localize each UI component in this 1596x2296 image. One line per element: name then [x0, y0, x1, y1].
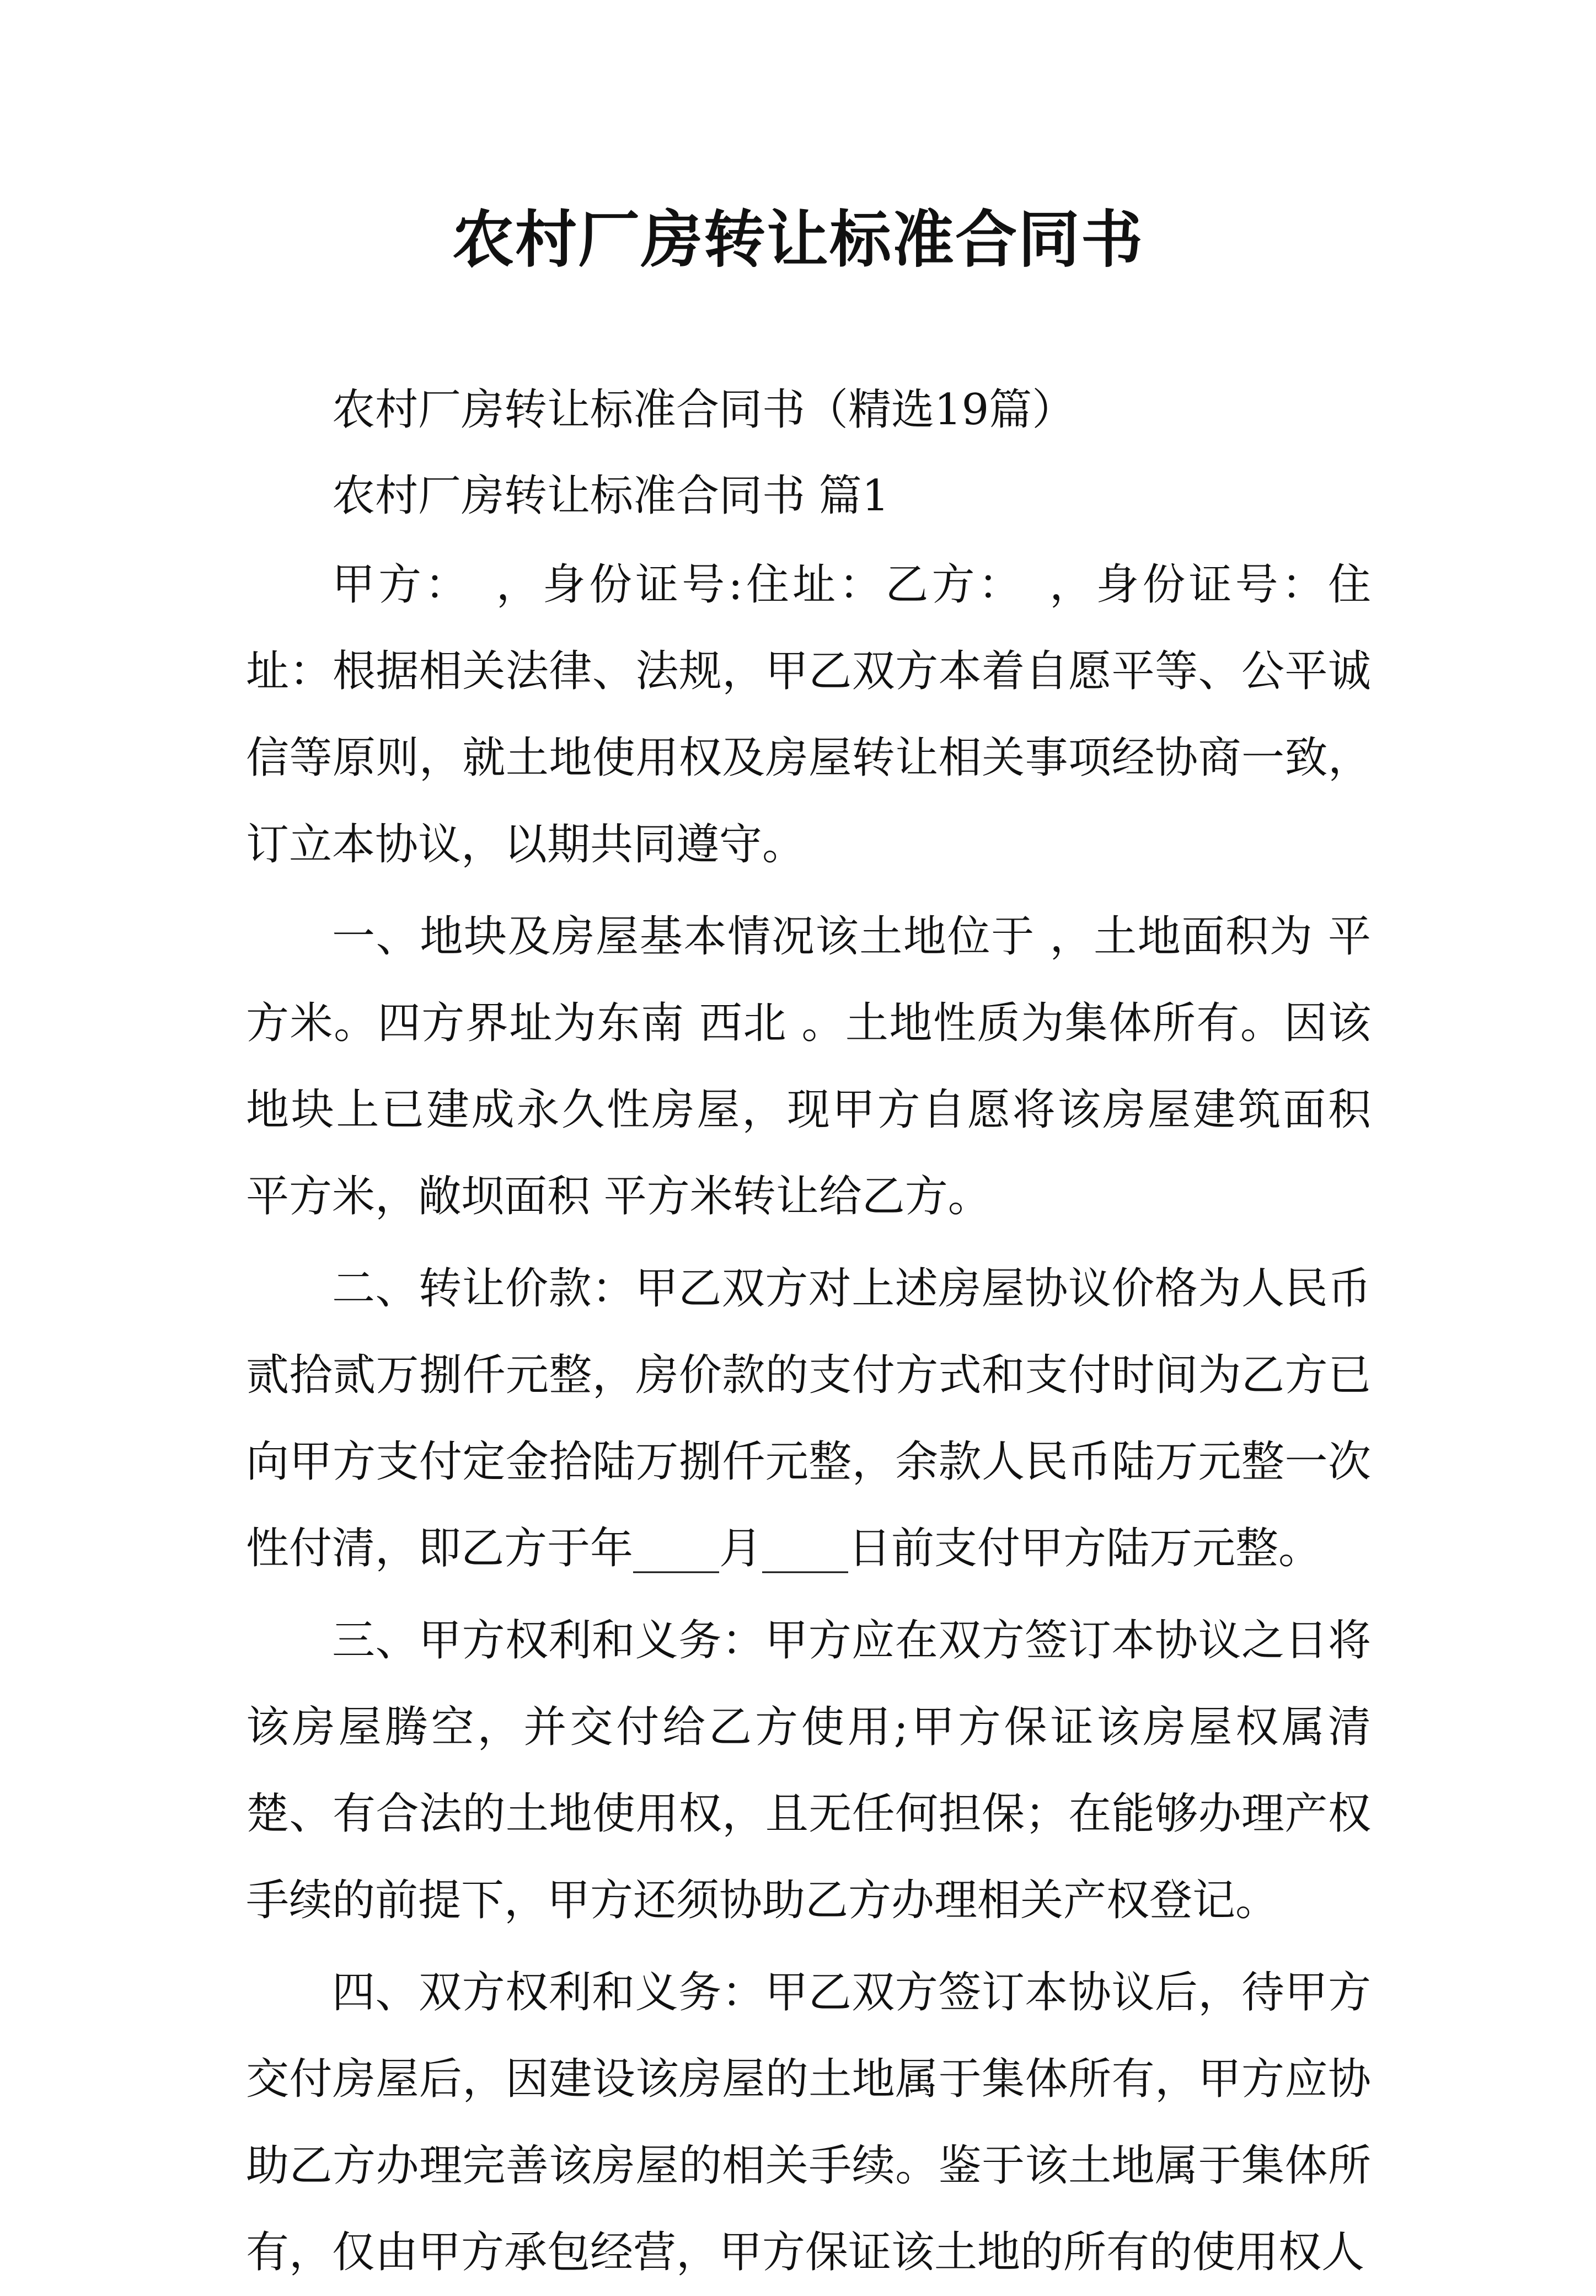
document-title: 农村厂房转让标准合同书 — [452, 204, 1144, 276]
paragraph-clause-4: 四、双方权利和义务：甲乙双方签订本协议后，待甲方交付房屋后，因建设该房屋的土地属于集体所有，甲方应协助乙方办理完善该房屋的相关手续。鉴于该土地属于集体所有，仅由甲方承包经营，甲方保证该土地的所有的使用权人 — [246, 1968, 1371, 2277]
paragraph-clause-2: 二、转让价款：甲乙双方对上述房屋协议价格为人民币贰拾贰万捌仟元整，房价款的支付方式和支付时间为乙方已向甲方支付定金拾陆万捌仟元整，余款人民币陆万元整一次性付清，即乙方于年____月____日前支付甲方陆万元整。 — [246, 1264, 1371, 1573]
paragraph-clause-3: 三、甲方权利和义务：甲方应在双方签订本协议之日将该房屋腾空，并交付给乙方使用;甲方保证该房屋权属清楚、有合法的土地使用权，且无任何担保；在能够办理产权手续的前提下，甲方还须协助乙方办理相关产权登记。 — [246, 1616, 1371, 1925]
paragraph-parties: 甲方： ，身份证号:住址：乙方： ，身份证号：住址：根据相关法律、法规，甲乙双方本着自愿平等、公平诚信等原则，就土地使用权及房屋转让相关事项经协商一致，订立本协议，以期共同遵守。 — [246, 560, 1371, 869]
document-body — [246, 370, 1371, 2296]
section-heading: 农村厂房转让标准合同书 篇1 — [332, 471, 890, 521]
collection-heading: 农村厂房转让标准合同书（精选19篇） — [332, 385, 1075, 435]
paragraph-clause-1: 一、地块及房屋基本情况该土地位于 ，土地面积为 平方米。四方界址为东南 西北 。土地性质为集体所有。因该地块上已建成永久性房屋，现甲方自愿将该房屋建筑面积 平方米，敞坝面积 平方米转让给乙方。 — [246, 912, 1371, 1221]
